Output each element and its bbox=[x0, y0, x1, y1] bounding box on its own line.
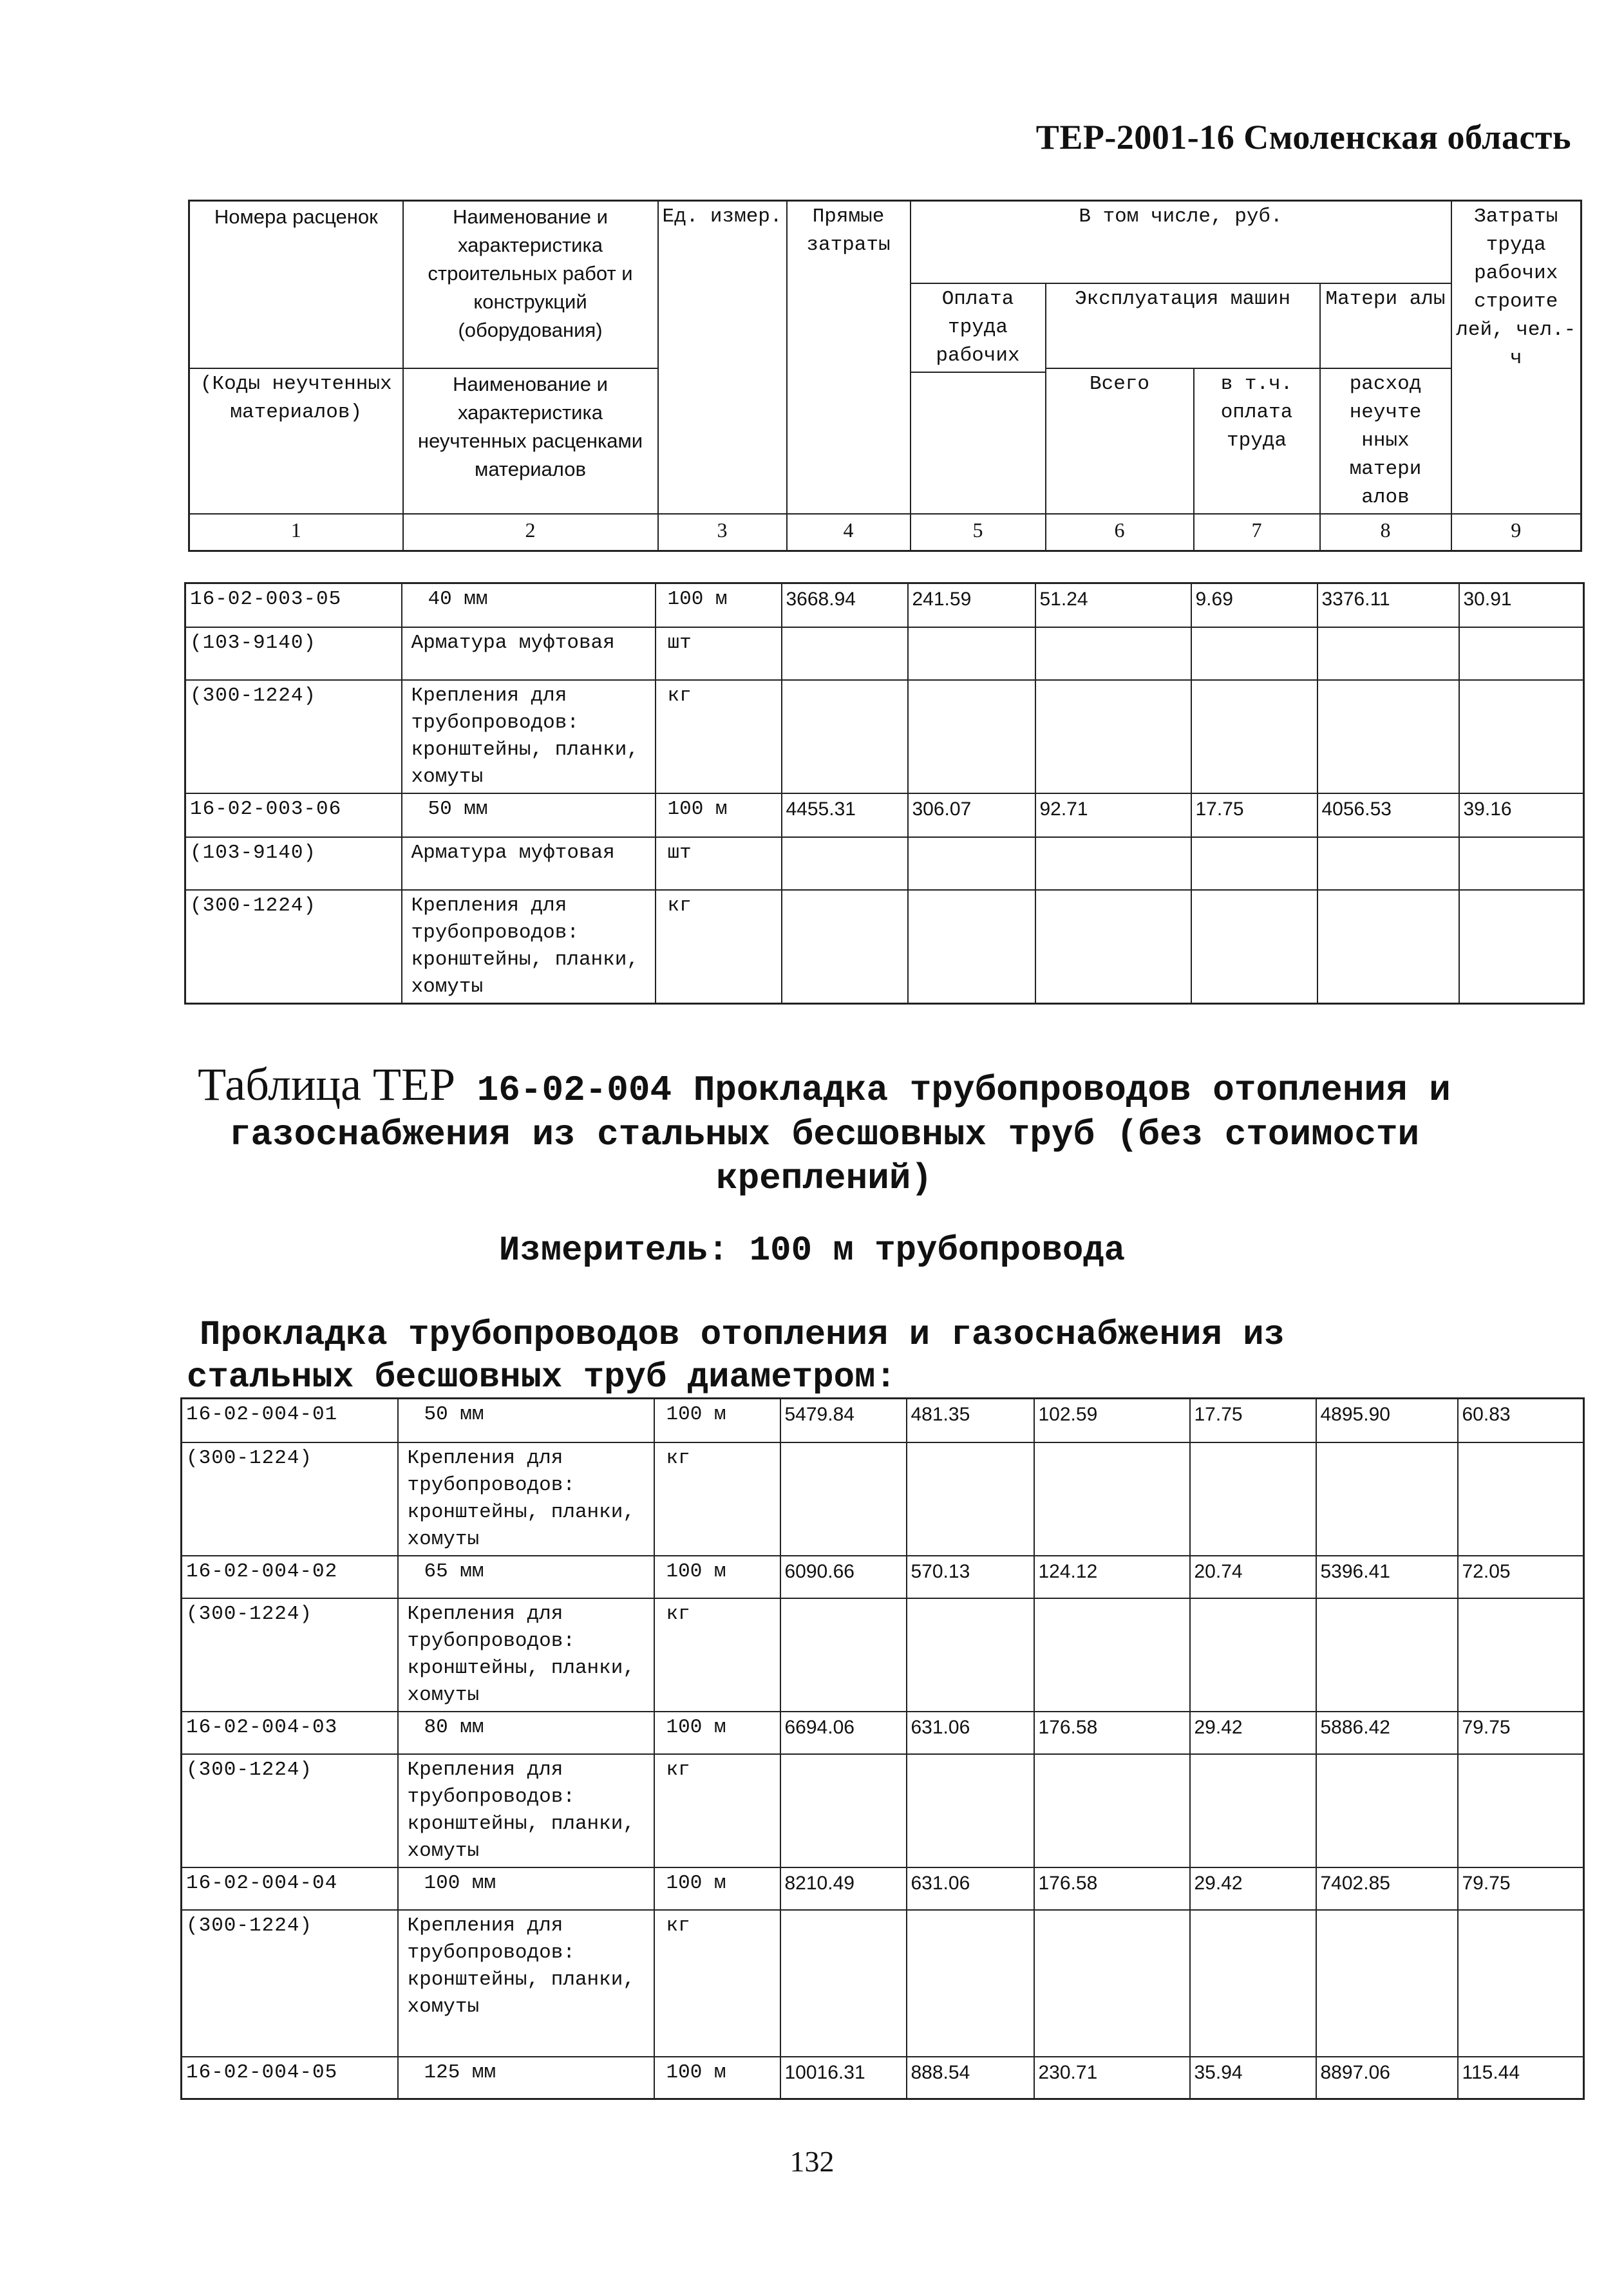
table-title bbox=[77, 1059, 1571, 1112]
material-row bbox=[185, 890, 1584, 1004]
machines-total-cell bbox=[1035, 627, 1191, 680]
labor-cell bbox=[1458, 1910, 1584, 2057]
rate-row bbox=[185, 583, 1584, 627]
materials-cell: 3376.11 bbox=[1317, 583, 1459, 627]
rate-code: (103-9140) bbox=[185, 627, 402, 680]
unit-cell: 100 м bbox=[656, 583, 782, 627]
labor-cell: 39.16 bbox=[1459, 793, 1584, 837]
material-row bbox=[185, 627, 1584, 680]
material-row bbox=[185, 680, 1584, 793]
col-head-material-codes: (Коды неучтенных материалов) bbox=[189, 368, 403, 514]
unit-cell: 100 м bbox=[654, 1556, 780, 1598]
material-row bbox=[182, 1442, 1584, 1556]
rate-code: (300-1224) bbox=[185, 890, 402, 1004]
machines-wages-cell: 35.94 bbox=[1190, 2057, 1316, 2099]
rate-row bbox=[182, 1867, 1584, 1910]
rate-code: (103-9140) bbox=[185, 837, 402, 890]
machines-total-cell: 230.71 bbox=[1034, 2057, 1190, 2099]
direct-costs-cell: 5479.84 bbox=[780, 1399, 907, 1442]
wages-cell bbox=[908, 890, 1035, 1004]
wages-cell bbox=[907, 1598, 1034, 1712]
unit-cell: кг bbox=[654, 1598, 780, 1712]
materials-cell bbox=[1316, 1910, 1458, 2057]
measure-unit: Измеритель: 100 м трубопровода bbox=[498, 1231, 1126, 1271]
col-head-wages-filler bbox=[911, 372, 1046, 514]
col-head-materials: Матери алы bbox=[1320, 283, 1451, 368]
machines-total-cell: 102.59 bbox=[1034, 1399, 1190, 1442]
table-title-prefix: Таблица ТЕР bbox=[198, 1059, 456, 1110]
wages-cell: 570.13 bbox=[907, 1556, 1034, 1598]
rate-code: 16-02-004-01 bbox=[182, 1399, 398, 1442]
machines-wages-cell: 29.42 bbox=[1190, 1867, 1316, 1910]
column-header-table bbox=[188, 200, 1582, 552]
labor-cell bbox=[1459, 680, 1584, 793]
wages-cell bbox=[908, 627, 1035, 680]
materials-cell: 5396.41 bbox=[1316, 1556, 1458, 1598]
unit-cell: 100 м bbox=[654, 2057, 780, 2099]
machines-total-cell: 176.58 bbox=[1034, 1712, 1190, 1754]
materials-cell bbox=[1317, 680, 1459, 793]
col-head-codes: Номера расценок bbox=[189, 201, 403, 368]
machines-total-cell bbox=[1035, 680, 1191, 793]
materials-cell bbox=[1316, 1442, 1458, 1556]
rate-code: 16-02-003-05 bbox=[185, 583, 402, 627]
machines-total-cell: 176.58 bbox=[1034, 1867, 1190, 1910]
material-row bbox=[182, 1598, 1584, 1712]
item-name: Арматура муфтовая bbox=[402, 627, 656, 680]
machines-total-cell: 124.12 bbox=[1034, 1556, 1190, 1598]
item-name: Крепления для трубопроводов: кронштейны, планки, хомуты bbox=[398, 1442, 654, 1556]
unit-cell: кг bbox=[656, 890, 782, 1004]
wages-cell: 306.07 bbox=[908, 793, 1035, 837]
section-title-line1: Прокладка трубопроводов отопления и газоснабжения из bbox=[200, 1316, 1285, 1355]
machines-wages-cell bbox=[1191, 680, 1317, 793]
col-num: 9 bbox=[1451, 514, 1582, 551]
col-head-machines-total: Всего bbox=[1046, 368, 1194, 514]
machines-wages-cell bbox=[1191, 890, 1317, 1004]
machines-total-cell bbox=[1034, 1598, 1190, 1712]
labor-cell bbox=[1459, 890, 1584, 1004]
rate-row bbox=[182, 2057, 1584, 2099]
unit-cell: 100 м bbox=[654, 1712, 780, 1754]
rate-row bbox=[182, 1399, 1584, 1442]
item-name: 40 мм bbox=[402, 583, 656, 627]
col-num: 6 bbox=[1046, 514, 1194, 551]
wages-cell bbox=[908, 680, 1035, 793]
col-num: 7 bbox=[1194, 514, 1320, 551]
wages-cell bbox=[907, 1442, 1034, 1556]
materials-cell: 5886.42 bbox=[1316, 1712, 1458, 1754]
rate-code: 16-02-003-06 bbox=[185, 793, 402, 837]
machines-wages-cell bbox=[1190, 1442, 1316, 1556]
table-title-line1: 16-02-004 Прокладка трубопроводов отопления и bbox=[477, 1070, 1451, 1111]
unit-cell: шт bbox=[656, 627, 782, 680]
direct-costs-cell bbox=[780, 1442, 907, 1556]
rate-code: (300-1224) bbox=[182, 1910, 398, 2057]
labor-cell bbox=[1459, 627, 1584, 680]
item-name: 100 мм bbox=[398, 1867, 654, 1910]
wages-cell: 631.06 bbox=[907, 1867, 1034, 1910]
wages-cell: 631.06 bbox=[907, 1712, 1034, 1754]
machines-wages-cell: 17.75 bbox=[1190, 1399, 1316, 1442]
rate-code: (300-1224) bbox=[182, 1598, 398, 1712]
labor-cell: 79.75 bbox=[1458, 1712, 1584, 1754]
rate-code: (300-1224) bbox=[182, 1754, 398, 1867]
materials-cell bbox=[1317, 627, 1459, 680]
wages-cell: 481.35 bbox=[907, 1399, 1034, 1442]
item-name: 50 мм bbox=[402, 793, 656, 837]
materials-cell: 8897.06 bbox=[1316, 2057, 1458, 2099]
labor-cell: 60.83 bbox=[1458, 1399, 1584, 1442]
wages-cell bbox=[907, 1910, 1034, 2057]
machines-wages-cell: 9.69 bbox=[1191, 583, 1317, 627]
table-title-line3: креплений) bbox=[715, 1158, 933, 1199]
item-name: Крепления для трубопроводов: кронштейны, планки, хомуты bbox=[398, 1910, 654, 2057]
labor-cell: 30.91 bbox=[1459, 583, 1584, 627]
unit-cell: 100 м bbox=[654, 1867, 780, 1910]
machines-wages-cell bbox=[1190, 1910, 1316, 2057]
labor-cell: 115.44 bbox=[1458, 2057, 1584, 2099]
direct-costs-cell bbox=[780, 1754, 907, 1867]
unit-cell: 100 м bbox=[654, 1399, 780, 1442]
machines-wages-cell bbox=[1190, 1598, 1316, 1712]
unit-cell: кг bbox=[654, 1442, 780, 1556]
direct-costs-cell bbox=[780, 1910, 907, 2057]
col-head-wages: Оплата труда рабочих bbox=[911, 283, 1046, 372]
rate-code: 16-02-004-03 bbox=[182, 1712, 398, 1754]
col-head-material-usage: расход неучте нных матери алов bbox=[1320, 368, 1451, 514]
col-head-material-name: Наименование и характеристика неучтенных расценками материалов bbox=[403, 368, 658, 514]
materials-cell bbox=[1316, 1754, 1458, 1867]
rate-row bbox=[182, 1712, 1584, 1754]
rates-table-16-02-004 bbox=[180, 1397, 1585, 2100]
col-num: 8 bbox=[1320, 514, 1451, 551]
direct-costs-cell bbox=[782, 837, 908, 890]
unit-cell: 100 м bbox=[656, 793, 782, 837]
item-name: Крепления для трубопроводов: кронштейны, планки, хомуты bbox=[402, 890, 656, 1004]
wages-cell: 241.59 bbox=[908, 583, 1035, 627]
direct-costs-cell bbox=[780, 1598, 907, 1712]
direct-costs-cell: 6694.06 bbox=[780, 1712, 907, 1754]
machines-wages-cell bbox=[1191, 627, 1317, 680]
machines-total-cell: 92.71 bbox=[1035, 793, 1191, 837]
machines-wages-cell bbox=[1190, 1754, 1316, 1867]
unit-cell: кг bbox=[654, 1754, 780, 1867]
item-name: Крепления для трубопроводов: кронштейны, планки, хомуты bbox=[398, 1598, 654, 1712]
rate-code: 16-02-004-05 bbox=[182, 2057, 398, 2099]
unit-cell: кг bbox=[654, 1910, 780, 2057]
col-num: 2 bbox=[403, 514, 658, 551]
materials-cell: 7402.85 bbox=[1316, 1867, 1458, 1910]
machines-total-cell bbox=[1035, 890, 1191, 1004]
labor-cell bbox=[1458, 1442, 1584, 1556]
machines-wages-cell: 29.42 bbox=[1190, 1712, 1316, 1754]
labor-cell: 79.75 bbox=[1458, 1867, 1584, 1910]
rates-table-16-02-003 bbox=[184, 582, 1585, 1005]
labor-cell: 72.05 bbox=[1458, 1556, 1584, 1598]
rate-row bbox=[182, 1556, 1584, 1598]
col-num: 3 bbox=[658, 514, 787, 551]
page-number: 132 bbox=[789, 2145, 835, 2178]
unit-cell: шт bbox=[656, 837, 782, 890]
col-head-machines: Эксплуатация машин bbox=[1046, 283, 1320, 368]
wages-cell: 888.54 bbox=[907, 2057, 1034, 2099]
material-row bbox=[182, 1754, 1584, 1867]
labor-cell bbox=[1459, 837, 1584, 890]
materials-cell bbox=[1316, 1598, 1458, 1712]
item-name: Крепления для трубопроводов: кронштейны, планки, хомуты bbox=[398, 1754, 654, 1867]
item-name: Арматура муфтовая bbox=[402, 837, 656, 890]
direct-costs-cell: 8210.49 bbox=[780, 1867, 907, 1910]
direct-costs-cell bbox=[782, 627, 908, 680]
col-head-labor: Затраты труда рабочих строите лей, чел.-ч bbox=[1451, 201, 1582, 514]
materials-cell: 4895.90 bbox=[1316, 1399, 1458, 1442]
item-name: 65 мм bbox=[398, 1556, 654, 1598]
col-head-unit: Ед. измер. bbox=[658, 201, 787, 514]
rate-code: (300-1224) bbox=[182, 1442, 398, 1556]
direct-costs-cell bbox=[782, 680, 908, 793]
col-num: 5 bbox=[911, 514, 1046, 551]
document-header: ТЕР-2001-16 Смоленская область bbox=[1035, 118, 1571, 156]
item-name: Крепления для трубопроводов: кронштейны, планки, хомуты bbox=[402, 680, 656, 793]
table-title-line2: газоснабжения из стальных бесшовных труб (без стоимости bbox=[229, 1114, 1420, 1155]
direct-costs-cell: 4455.31 bbox=[782, 793, 908, 837]
col-num: 4 bbox=[787, 514, 911, 551]
wages-cell bbox=[908, 837, 1035, 890]
machines-total-cell bbox=[1035, 837, 1191, 890]
unit-cell: кг bbox=[656, 680, 782, 793]
machines-wages-cell: 17.75 bbox=[1191, 793, 1317, 837]
direct-costs-cell: 6090.66 bbox=[780, 1556, 907, 1598]
item-name: 80 мм bbox=[398, 1712, 654, 1754]
rate-row bbox=[185, 793, 1584, 837]
rate-code: 16-02-004-02 bbox=[182, 1556, 398, 1598]
col-head-name: Наименование и характеристика строительных работ и конструкций (оборудования) bbox=[403, 201, 658, 368]
item-name: 125 мм bbox=[398, 2057, 654, 2099]
materials-cell bbox=[1317, 890, 1459, 1004]
machines-total-cell bbox=[1034, 1442, 1190, 1556]
labor-cell bbox=[1458, 1598, 1584, 1712]
labor-cell bbox=[1458, 1754, 1584, 1867]
col-head-including: В том числе, руб. bbox=[911, 201, 1451, 283]
machines-total-cell bbox=[1034, 1910, 1190, 2057]
col-num: 1 bbox=[189, 514, 403, 551]
direct-costs-cell bbox=[782, 890, 908, 1004]
machines-total-cell bbox=[1034, 1754, 1190, 1867]
materials-cell: 4056.53 bbox=[1317, 793, 1459, 837]
item-name: 50 мм bbox=[398, 1399, 654, 1442]
rate-code: (300-1224) bbox=[185, 680, 402, 793]
machines-wages-cell: 20.74 bbox=[1190, 1556, 1316, 1598]
wages-cell bbox=[907, 1754, 1034, 1867]
machines-wages-cell bbox=[1191, 837, 1317, 890]
col-head-direct-costs: Прямые затраты bbox=[787, 201, 911, 514]
col-head-machines-wages: в т.ч. оплата труда bbox=[1194, 368, 1320, 514]
section-title-line2: стальных бесшовных труб диаметром: bbox=[187, 1358, 896, 1397]
material-row bbox=[185, 837, 1584, 890]
direct-costs-cell: 10016.31 bbox=[780, 2057, 907, 2099]
machines-total-cell: 51.24 bbox=[1035, 583, 1191, 627]
rate-code: 16-02-004-04 bbox=[182, 1867, 398, 1910]
materials-cell bbox=[1317, 837, 1459, 890]
material-row bbox=[182, 1910, 1584, 2057]
direct-costs-cell: 3668.94 bbox=[782, 583, 908, 627]
